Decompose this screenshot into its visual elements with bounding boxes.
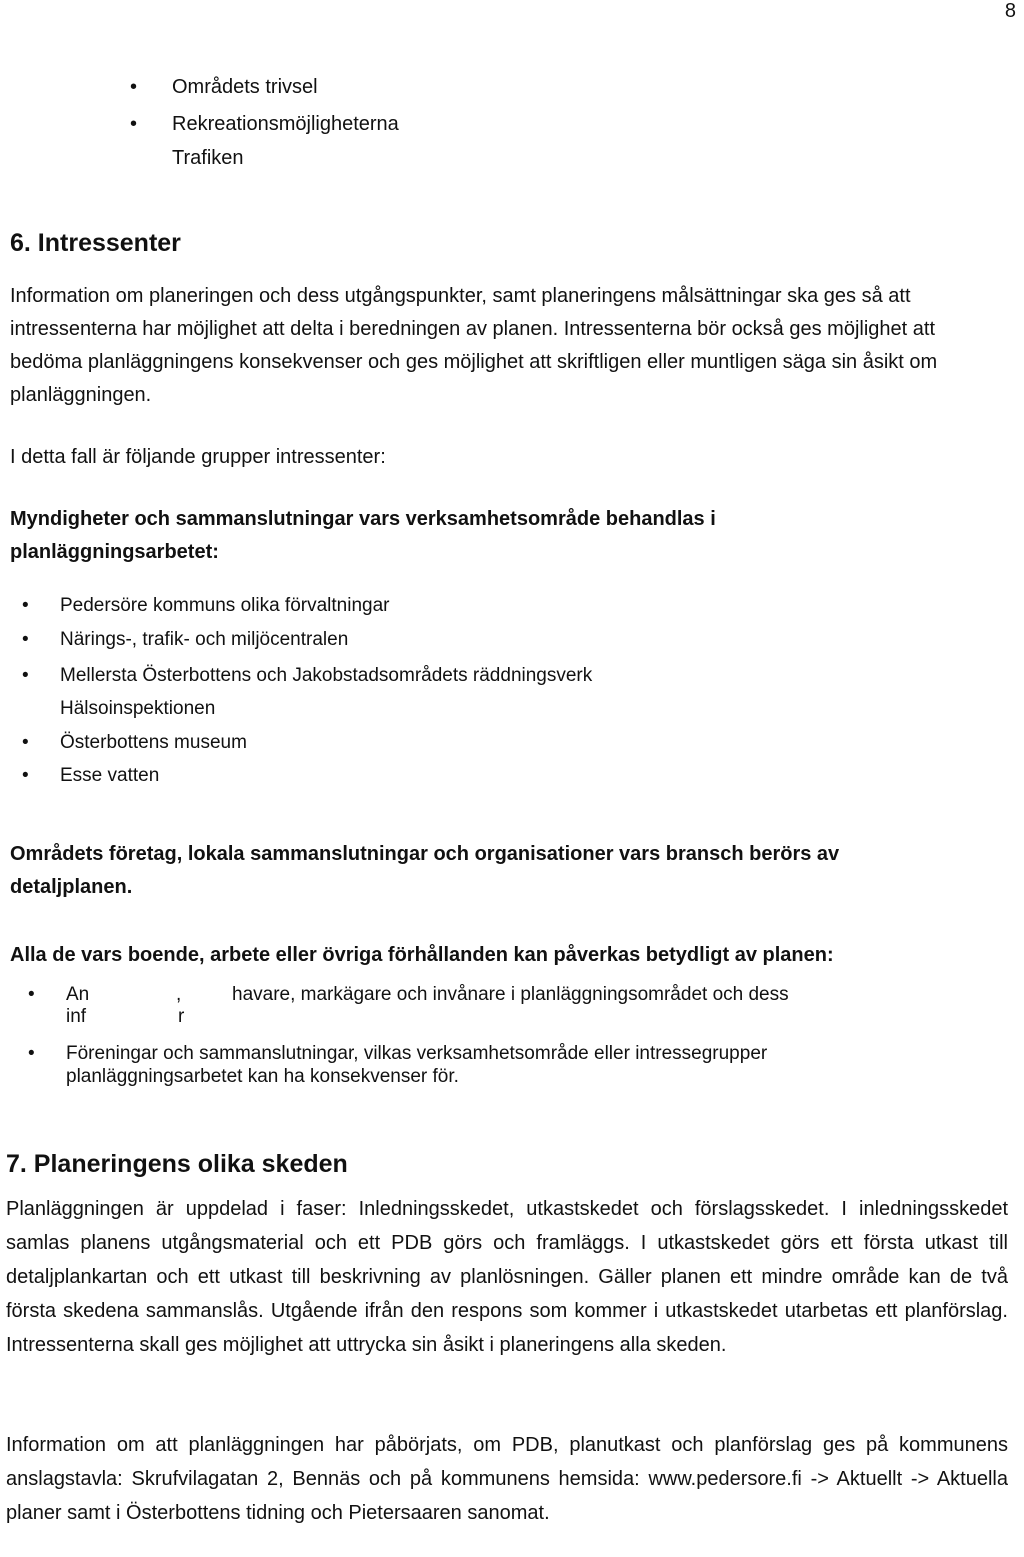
group-title: Områdets företag, lokala sammanslutningar och organisationer vars bransch berörs av detaljplanen. (10, 843, 840, 898)
list-item-text: Pedersöre kommuns olika förvaltningar (60, 595, 390, 616)
list-item-text: Trafiken (172, 147, 244, 169)
list-item-text: Föreningar och sammanslutningar, vilkas verksamhetsområde eller intressegrupper (66, 1043, 768, 1064)
list-item (172, 147, 244, 170)
list-item-text: Rekreationsmöjligheterna (172, 113, 399, 135)
bullet: • (22, 629, 29, 650)
list-item (22, 765, 160, 787)
bullet: • (22, 595, 29, 616)
list-item-text: Österbottens museum (60, 732, 247, 753)
bullet: • (22, 765, 29, 786)
list-item (22, 665, 593, 687)
bullet: • (28, 1043, 35, 1064)
list-item (22, 732, 247, 754)
bullet: • (130, 113, 138, 135)
section-heading: 6. Intressenter (10, 229, 181, 257)
list-item (22, 629, 349, 651)
list-item-text: inf (66, 1006, 87, 1027)
list-item-text: r (178, 1006, 185, 1027)
list-item-text: , (176, 984, 182, 1005)
list-item-text: planläggningsarbetet kan ha konsekvenser för. (66, 1066, 459, 1087)
list-item-text: Esse vatten (60, 765, 160, 786)
group-title: Alla de vars boende, arbete eller övriga förhållanden kan påverkas betydligt av planen: (10, 944, 834, 966)
list-item-text: Närings-, trafik- och miljöcentralen (60, 629, 349, 650)
list-item (130, 113, 399, 136)
list-item (22, 595, 390, 617)
list-item-text: Områdets trivsel (172, 76, 318, 98)
bullet: • (22, 665, 29, 686)
list-item (60, 698, 215, 720)
paragraph: I detta fall är följande grupper intressenter: (10, 446, 386, 468)
list-item-text: Mellersta Österbottens och Jakobstadsområdets räddningsverk (60, 665, 593, 686)
list-item (130, 76, 318, 99)
bullet: • (28, 984, 35, 1005)
paragraph: Planläggningen är uppdelad i faser: Inledningsskedet, utkastskedet och förslagsskedet. I inledningsskedet samlas planens utgångsmaterial och ett PDB görs och framläggs. I utkastskedet görs ett första utkast till detaljplankartan och ett utkast till beskrivning av planlösningen. Gäller planen ett mindre område kan de två första skedena sammanslås. Utgående ifrån den respons som kommer i utkastskedet utarbetas ett planförslag. Intressenterna skall ges möjlighet att uttrycka sin åsikt i planeringens alla skeden. (6, 1198, 1008, 1356)
list-item (28, 1043, 768, 1065)
paragraph: Information om att planläggningen har påbörjats, om PDB, planutkast och planförslag ges på kommunens anslagstavla: Skrufvilagatan 2, Bennäs och på kommunens hemsida: www.pedersore.fi -> Aktuellt -> Aktuella planer samt i Österbottens tidning och Pietersaaren sanomat. (6, 1434, 1008, 1524)
group-title: Myndigheter och sammanslutningar vars verksamhetsområde behandlas i planläggningsarbetet: (10, 508, 716, 563)
bullet: • (130, 76, 138, 98)
bullet: • (22, 732, 29, 753)
paragraph: Information om planeringen och dess utgångspunkter, samt planeringens målsättningar ska ges så att intressenterna har möjlighet att delta i beredningen av planen. Intressenterna bör också ges möjlighet att bedöma planläggningens konsekvenser och ges möjlighet att skriftligen eller muntligen säga sin åsikt om planläggningen. (10, 285, 938, 406)
list-item-text: Hälsoinspektionen (60, 698, 216, 719)
list-item-text: An (66, 984, 90, 1005)
list-item-text: havare, markägare och invånare i planläggningsområdet och dess (232, 984, 789, 1005)
section-heading: 7. Planeringens olika skeden (6, 1150, 348, 1178)
page-number: 8 (1004, 0, 1016, 22)
list-item (28, 984, 90, 1006)
